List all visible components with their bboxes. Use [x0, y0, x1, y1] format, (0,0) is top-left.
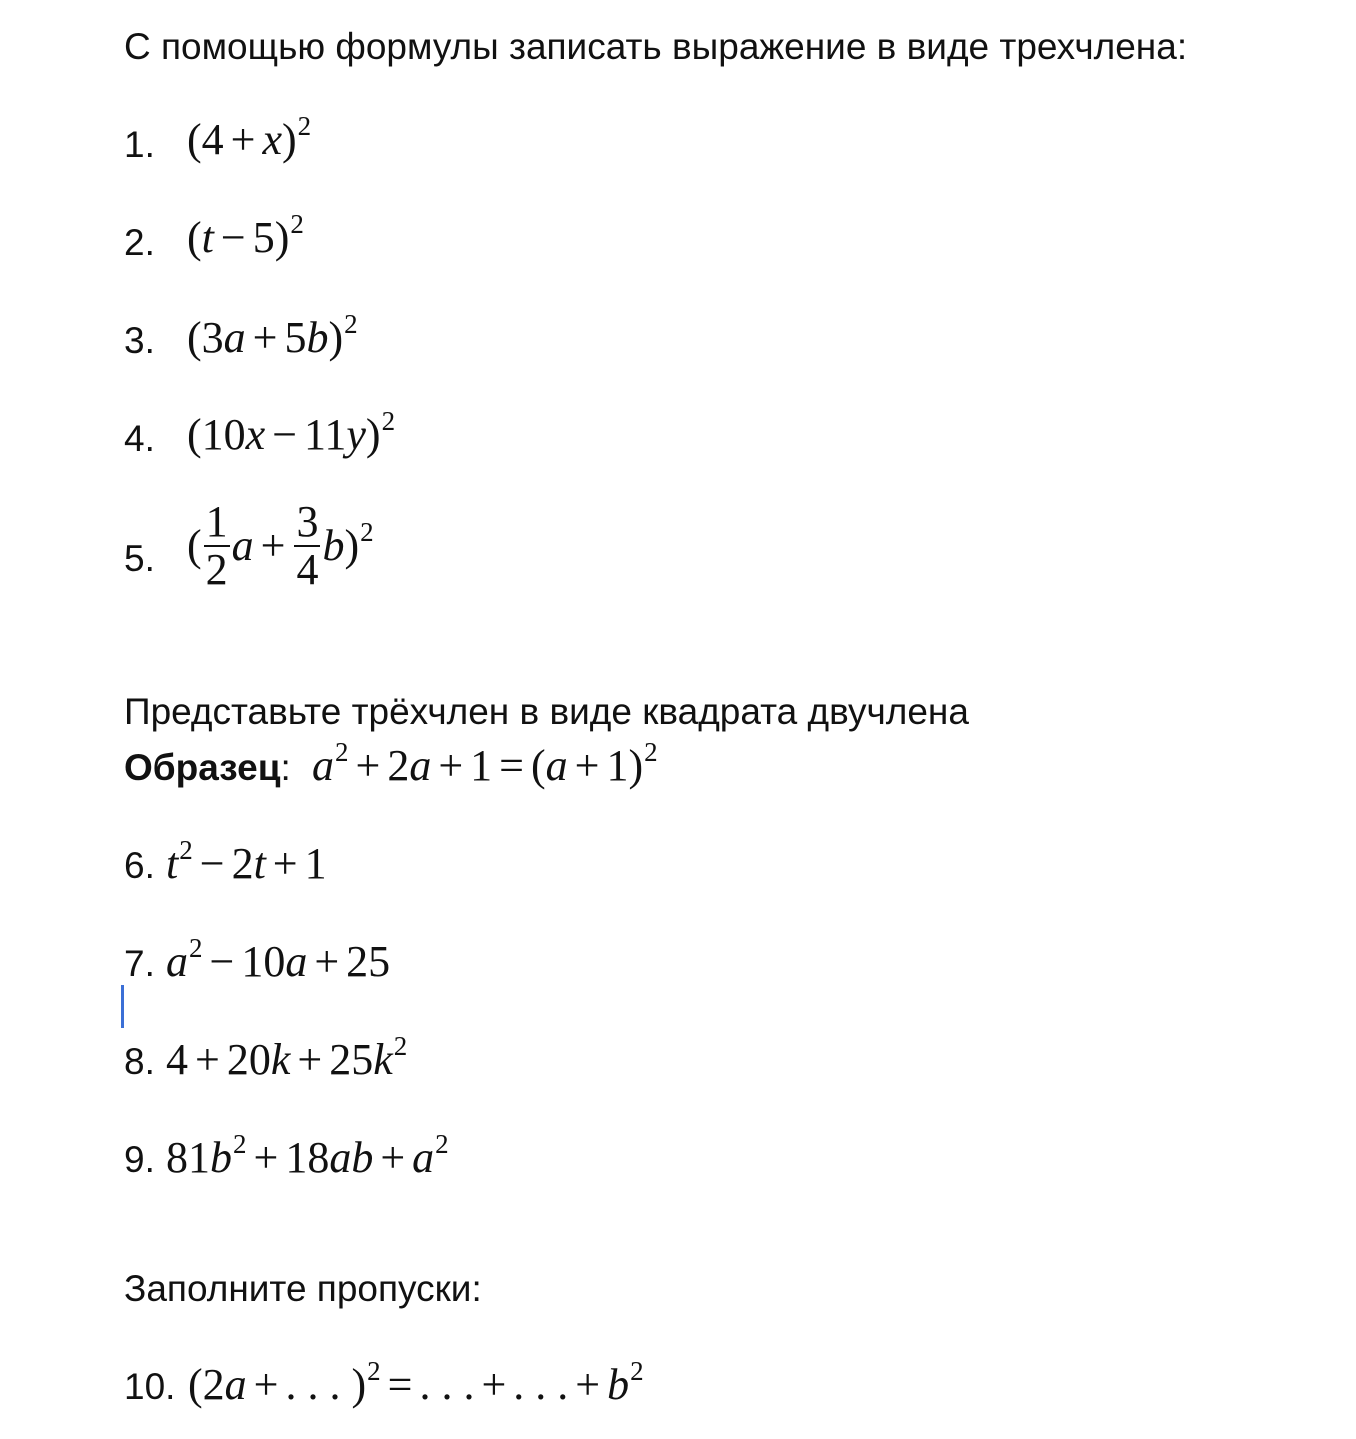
item-1-expression: $(4 + x)^2$ — [187, 111, 312, 164]
item-10-number: 10. — [124, 1366, 176, 1407]
item-4-number: 4. — [124, 418, 155, 459]
item-10-expression: (2a + . . . )$^2$ = . . . + . . . + $b^2$ — [188, 1356, 644, 1409]
fraction-one-half: $\frac{1}{2}$ — [205, 497, 228, 594]
item-6-expression: $t^2 - 2t + 1$ — [166, 835, 327, 888]
item-1-number: 1. — [124, 124, 155, 165]
section1-heading: С помощью формулы записать выражение в виде трехчлена: — [124, 26, 1188, 67]
item-6-number: 6. — [124, 845, 155, 886]
fraction-three-quarters: $\frac{3}{4}$ — [296, 497, 319, 594]
example-expression: $a^2 + 2a + 1 = (a + 1)^2$ — [312, 737, 658, 790]
example-colon: : — [280, 747, 291, 788]
section2-heading: Представьте трёхчлен в виде квадрата двучлена — [124, 691, 969, 732]
item-7-expression: $a^2 - 10a + 25$ — [166, 933, 391, 986]
example-line — [124, 749, 291, 786]
section3-heading: Заполните пропуски: — [124, 1268, 482, 1309]
example-label: Образец — [124, 747, 281, 788]
item-8-expression: $4 + 20k + 25k^2$ — [166, 1031, 408, 1084]
item-8-number: 8. — [124, 1041, 155, 1082]
item-9-number: 9. — [124, 1139, 155, 1180]
item-2-number: 2. — [124, 222, 155, 263]
item-3-expression: $(3a + 5b)^2$ — [187, 309, 358, 362]
item-5-expression: ( $\frac{1}{2}$ a + $\frac{3}{4}$ b)$^2$ — [187, 497, 374, 594]
item-2-expression: $(t - 5)^2$ — [187, 209, 304, 262]
item-9-expression: $81b^2 + 18ab + a^2$ — [166, 1129, 449, 1182]
item-4-expression: $(10x - 11y)^2$ — [187, 406, 396, 459]
item-5-number: 5. — [124, 538, 155, 579]
item-3-number: 3. — [124, 320, 155, 361]
item-7-number: 7. — [124, 943, 155, 984]
text-cursor — [121, 985, 124, 1028]
